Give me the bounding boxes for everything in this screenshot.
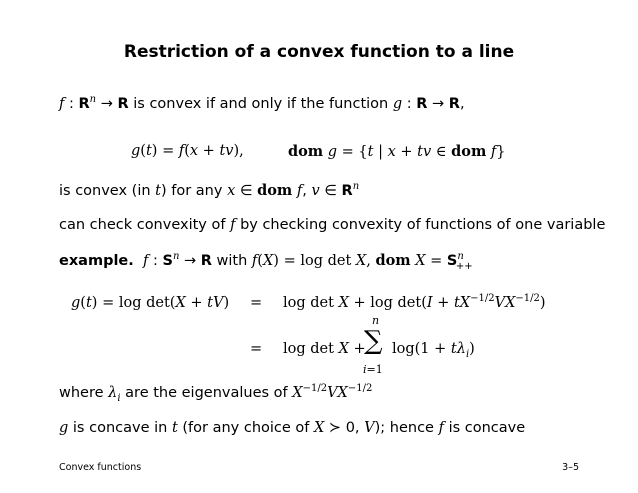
definition-line: f : $R^n \to R$ is convex if and only if the function g : R → R,: [59, 94, 465, 112]
equals-sign-1: =: [250, 295, 263, 311]
sum-upper-limit: n: [372, 314, 380, 327]
footer-page-number: 3–5: [562, 462, 579, 473]
logdet-term: log det X +: [283, 341, 366, 357]
sum-term: $\log(1 + t\lambda_i)$: [392, 341, 475, 360]
g-log-det-equation: g(t) = log det(X + tV): [71, 295, 230, 311]
summation-symbol: ∑: [364, 326, 383, 356]
sum-lower-limit: i=1: [363, 363, 383, 376]
convexity-condition: is convex (in t) for any x ∈ dom f, v ∈ $R^n$: [59, 181, 360, 199]
check-convexity-line: can check convexity of f by checking convexity of functions of one variable: [59, 217, 606, 233]
expansion-equation: $\log \det X + \log \det(I + tX^{-1/2}VX^{-1/2})$: [283, 293, 546, 311]
conclusion-line: g is concave in t (for any choice of X ≻ 0, V); hence f is concave: [59, 420, 526, 436]
example-line: example. f : $S^n \to R$ with f(X) = log det X, dom $X = S^n_{++}$: [59, 251, 473, 272]
domain-equation: dom g = {t | x + tv ∈ dom f}: [288, 143, 506, 160]
definition-text: is convex if and only if the function: [133, 96, 389, 112]
example-label: example.: [59, 253, 134, 269]
eigenvalues-line: where $\lambda_i$ are the eigenvalues of $X^{-1/2}VX^{-1/2}$: [59, 383, 373, 404]
equals-sign-2: =: [250, 341, 263, 357]
footer-section-title: Convex functions: [59, 462, 142, 473]
slide-title: Restriction of a convex function to a line: [123, 42, 515, 62]
restriction-equation: g(t) = f(x + tv),: [131, 143, 244, 159]
